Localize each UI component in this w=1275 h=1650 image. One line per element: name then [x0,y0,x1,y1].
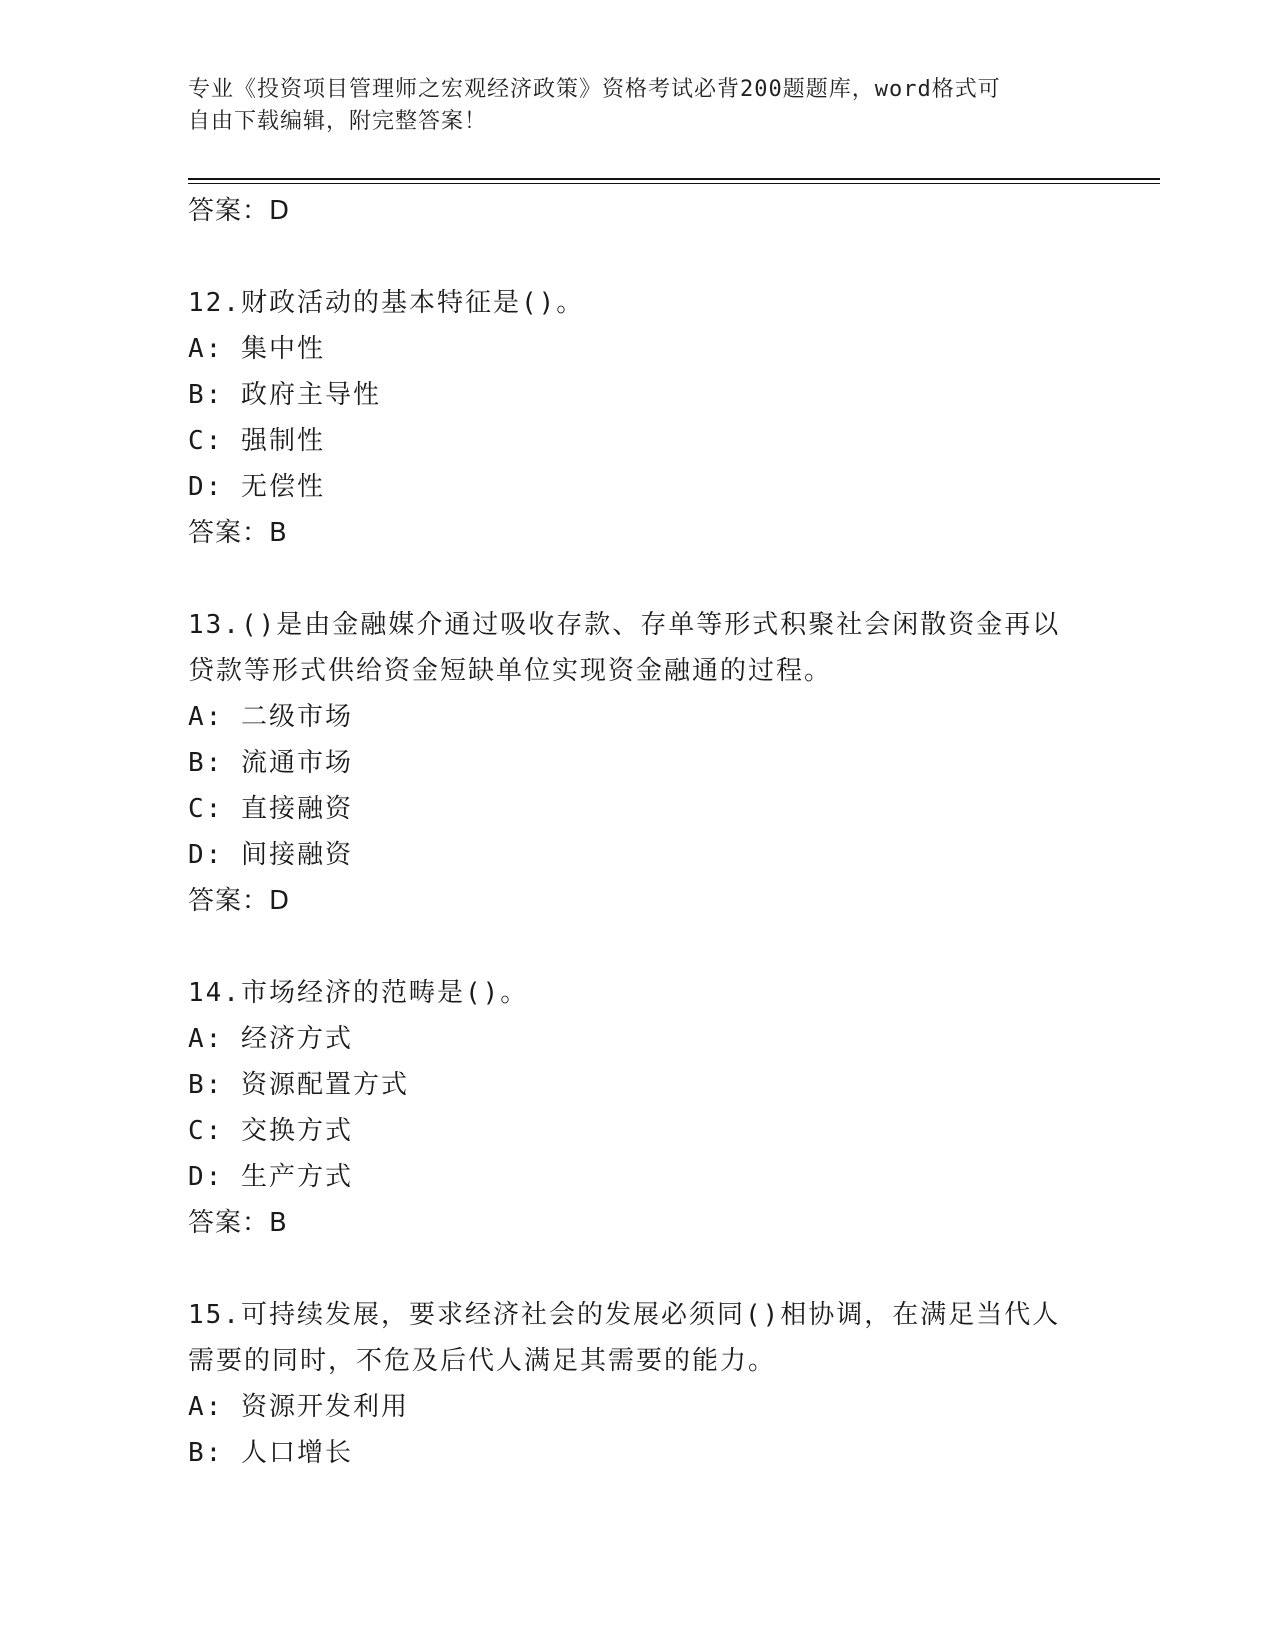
spacer [188,1246,1088,1292]
spacer [188,234,1088,280]
option-c: C: 强制性 [188,426,325,456]
option-d: D: 间接融资 [188,840,353,870]
option-a: A: 集中性 [188,334,325,364]
question-text-line-1: 13.()是由金融媒介通过吸收存款、存单等形式积聚社会闲散资金再以 [188,610,1061,640]
option-a: A: 经济方式 [188,1024,353,1054]
option-b: B: 人口增长 [188,1438,353,1468]
option-a: A: 资源开发利用 [188,1392,409,1422]
question-text-line-1: 15.可持续发展，要求经济社会的发展必须同()相协调，在满足当代人 [188,1300,1061,1330]
answer-text: 答案：D [188,886,291,916]
page-header [188,74,1068,138]
question-block-12 [188,280,1088,556]
option-d: D: 生产方式 [188,1162,353,1192]
option-c: C: 交换方式 [188,1116,353,1146]
answer-text: 答案：B [188,1208,288,1238]
spacer [188,556,1088,602]
question-text-line-2: 贷款等形式供给资金短缺单位实现资金融通的过程。 [188,656,833,686]
header-line-1: 专业《投资项目管理师之宏观经济政策》资格考试必背200题题库，word格式可 [188,77,1001,102]
header-divider-thick [188,178,1160,180]
option-a: A: 二级市场 [188,702,353,732]
question-block-15 [188,1292,1088,1476]
spacer [188,924,1088,970]
question-block-13 [188,602,1088,924]
option-b: B: 资源配置方式 [188,1070,409,1100]
option-b: B: 流通市场 [188,748,353,778]
question-text: 14.市场经济的范畴是()。 [188,978,529,1008]
answer-text: 答案：B [188,518,288,548]
question-text-line-2: 需要的同时，不危及后代人满足其需要的能力。 [188,1346,777,1376]
question-block-14 [188,970,1088,1246]
question-text: 12.财政活动的基本特征是()。 [188,288,585,318]
header-divider-thin [188,183,1160,184]
question-list [188,188,1088,1476]
header-line-2: 自由下载编辑，附完整答案！ [188,109,488,134]
option-c: C: 直接融资 [188,794,353,824]
previous-answer: 答案：D [188,196,291,226]
option-b: B: 政府主导性 [188,380,381,410]
option-d: D: 无偿性 [188,472,325,502]
